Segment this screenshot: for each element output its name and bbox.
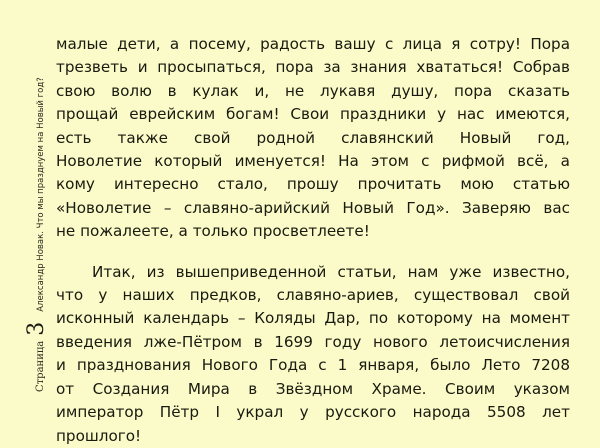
text-line: «Новолетие – славяно-арийский Новый Год». Заверяю вас [56,198,570,217]
text-line: прощай еврейским богам! Свои праздники у нас имеются, [56,105,570,124]
paragraph-2 [56,261,570,448]
text-line: Итак, из вышеприведенной статьи, нам уже известно, [92,262,570,281]
text-line: Новолетие который именуется! На этом с рифмой всё, а [56,152,570,171]
text-line: император Пётр I украл у русского народа 5508 лет [56,403,570,422]
text-line: что у наших предков, славяно-ариев, существовал свой [56,286,570,305]
text-line: свою волю в кулак и, не лукавя душу, пора сказать [56,81,570,100]
text-line: исконный календарь – Коляды Дар, по которому на момент [56,309,570,328]
page-label: Страница [35,340,46,392]
text-line: кому интересно стало, прошу прочитать мою статью [56,175,570,194]
text-line: от Создания Мира в Звёздном Храме. Своим указом [56,379,570,398]
text-line: есть также свой родной славянский Новый год, [56,128,570,147]
page-number: 3 [24,321,49,336]
text-line: трезветь и просыпаться, пора за знания хвататься! Собрав [56,58,570,77]
text-line: введения лже-Пётром в 1699 году нового летоисчисления [56,332,570,351]
text-line: прошлого! [56,426,142,445]
document-title: Александр Новак. Что мы празднуем на Новый год? [36,77,46,312]
side-strip [24,32,50,392]
body-text [56,33,570,448]
text-line: и празднования Нового Года с 1 января, было Лето 7208 [56,356,570,375]
paragraph-1 [56,33,570,244]
text-line: не пожалеете, а только просветлеете! [56,222,370,241]
text-line: малые дети, а посему, радость вашу с лица я сотру! Пора [56,35,570,53]
